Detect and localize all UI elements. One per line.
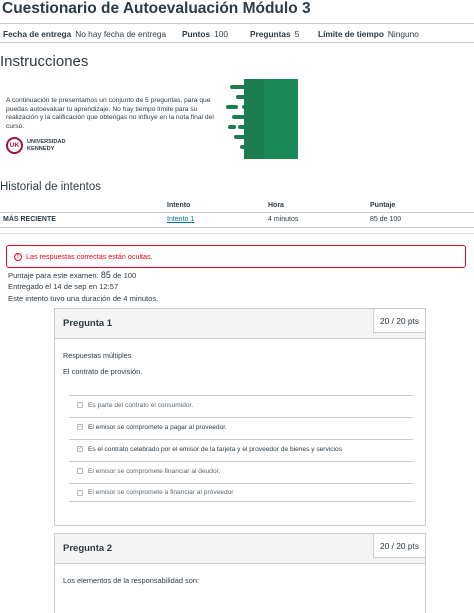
questions-label: Preguntas xyxy=(250,29,291,39)
exam-score-line xyxy=(8,270,136,280)
question-card-2 xyxy=(54,533,426,613)
instructions-text: A continuación te presentamos un conjunto de 5 preguntas, para que puedas autoevaluar tu aprendizaje. No hay tiempo límite para su realización y la calificación que obtengas no influye en la nota final del curso. xyxy=(6,97,214,130)
question-points: 20 / 20 pts xyxy=(373,309,425,333)
time-limit-label: Límite de tiempo xyxy=(318,29,384,39)
uk-logo-icon: UK xyxy=(6,137,23,154)
questions-meta xyxy=(250,29,299,39)
answer-option xyxy=(69,417,413,436)
answer-text: El emisor se compromete a financiar al proveedor xyxy=(88,489,234,496)
answer-text: Es parte del contrato el consumidor. xyxy=(88,401,194,409)
checkbox-unchecked-icon xyxy=(77,468,83,474)
checkbox-checked-icon: ✓ xyxy=(77,423,83,430)
question-points: 20 / 20 pts xyxy=(373,534,425,558)
checkbox-unchecked-icon xyxy=(77,402,83,408)
question-header xyxy=(55,309,425,339)
attempt-1-link[interactable]: Intento 1 xyxy=(167,216,195,223)
section-divider xyxy=(0,233,474,234)
most-recent-label: MÁS RECIENTE xyxy=(3,216,56,223)
question-text: El contrato de provisión. xyxy=(63,367,143,376)
due-date-meta xyxy=(3,29,166,39)
checkbox-unchecked-icon xyxy=(77,490,83,496)
logo-line-1: UNIVERSIDAD xyxy=(27,139,66,146)
answer-option xyxy=(69,395,413,414)
due-date-value: No hay fecha de entrega xyxy=(75,29,167,39)
time-limit-meta xyxy=(318,29,419,39)
logo-line-2: KENNEDY xyxy=(27,145,55,152)
question-title: Pregunta 2 xyxy=(63,543,113,554)
university-name xyxy=(27,139,66,151)
table-row xyxy=(0,213,474,228)
score-suffix: de 100 xyxy=(113,271,137,280)
checkbox-checked-icon: ✓ xyxy=(77,445,83,452)
answer-text: Es el contrato celebrado por el emisor de la tarjeta y el proveedor de bienes y servicios xyxy=(88,445,342,453)
points-value: 100 xyxy=(214,29,228,39)
points-label: Puntos xyxy=(182,29,211,39)
score-prefix: Puntaje para este examen: xyxy=(8,271,99,280)
duration-line: Este intento tuvo una duración de 4 minutos. xyxy=(8,294,159,303)
instructions-heading: Instrucciones xyxy=(0,53,89,70)
answer-option xyxy=(69,461,413,480)
attempt-time: 4 minutos xyxy=(268,216,299,223)
score-value: 85 xyxy=(100,270,111,280)
question-header xyxy=(55,534,425,564)
due-date-label: Fecha de entrega xyxy=(3,29,72,39)
questions-value: 5 xyxy=(294,29,300,39)
column-header-score: Puntaje xyxy=(370,202,396,209)
answer-option xyxy=(69,483,413,502)
attempt-history-heading: Historial de intentos xyxy=(0,181,101,193)
attempt-history-table xyxy=(0,200,474,228)
column-header-attempt: Intento xyxy=(167,202,191,209)
page-title: Cuestionario de Autoevaluación Módulo 3 xyxy=(2,0,311,17)
question-card-1 xyxy=(54,308,426,526)
answer-text: El emisor se compromete a pagar al proveedor. xyxy=(88,423,227,431)
question-title: Pregunta 1 xyxy=(63,318,113,329)
quiz-meta-bar xyxy=(0,23,474,43)
hidden-answers-alert xyxy=(6,245,466,268)
attempt-score: 85 de 100 xyxy=(370,216,402,223)
points-meta xyxy=(182,29,228,39)
warning-circle-icon: ! xyxy=(14,253,22,261)
submitted-line: Entregado el 14 de sep en 12:57 xyxy=(8,282,119,291)
time-limit-value: Ninguno xyxy=(387,29,419,39)
question-text: Los elementos de la responsabilidad son: xyxy=(63,576,199,585)
alert-text: Las respuestas correctas están ocultas. xyxy=(26,252,153,261)
university-logo xyxy=(6,137,66,154)
decorative-banner-image xyxy=(224,79,298,159)
column-header-time: Hora xyxy=(268,202,284,209)
table-header-row xyxy=(0,200,474,213)
answer-option xyxy=(69,439,413,458)
answer-text: El emisor se compromete financiar al deudor. xyxy=(88,467,221,475)
question-type: Respuestas múltiples xyxy=(63,351,132,360)
